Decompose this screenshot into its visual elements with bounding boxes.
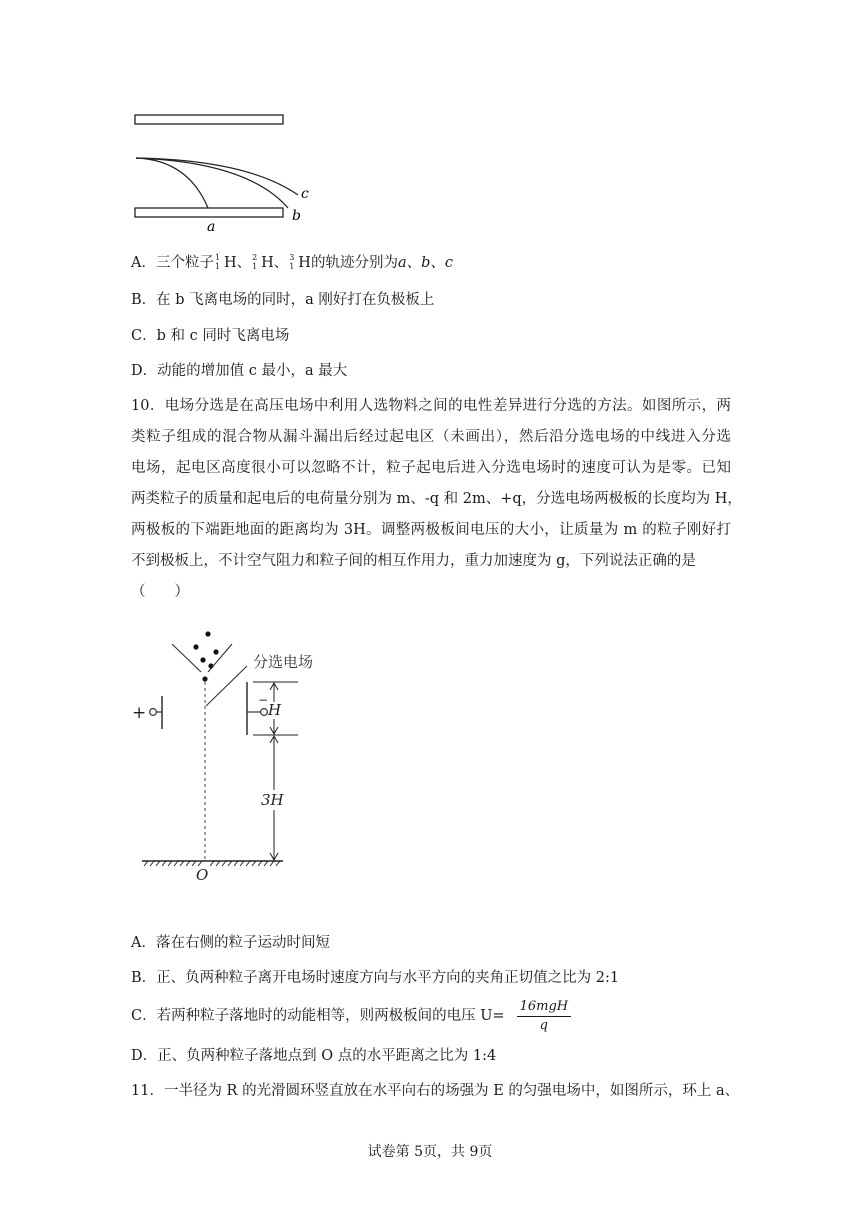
particle-dot — [193, 644, 198, 649]
figure-trajectories — [128, 110, 318, 235]
q11-stem: 11．一半径为 R 的光滑圆环竖直放在水平向右的场强为 E 的匀强电场中，如图所示，环上 a、 — [131, 1083, 740, 1099]
q10-option-d: D．正、负两种粒子落地点到 O 点的水平距离之比为 1:4 — [131, 1048, 497, 1064]
q10-line: 两类粒子的质量和起电后的电荷量分别为 m、-q 和 2m、+q，分选电场两极板的长度均为 H， — [131, 491, 742, 507]
trajectory-c — [136, 158, 298, 195]
figure-separation-field — [128, 622, 348, 887]
voltage-fraction: $\frac{\text{16mgH}}{q}$ — [517, 999, 572, 1034]
upper-plate — [135, 115, 283, 124]
label-a: a — [207, 219, 216, 235]
label-c: c — [301, 186, 309, 202]
lower-plate — [135, 208, 283, 217]
three-h-label: 3H — [261, 791, 284, 809]
ground-hatching — [144, 861, 280, 866]
particle-dot — [205, 631, 210, 636]
q10-option-c: C．若两种粒子落地时的动能相等，则两极板间的电压 U= $\frac{\text{16mgH}}{q}$ — [131, 996, 731, 1036]
separator-plate — [206, 666, 247, 706]
q10-option-b: B．正、负两种粒子离开电场时速度方向与水平方向的夹角正切值之比为 2:1 — [131, 970, 620, 986]
q10-line: 电场，起电区高度很小可以忽略不计，粒子起电后进入分选电场时的速度可认为是零。已知 — [131, 460, 731, 476]
q9-option-a: A．三个粒子 1 1 H、 2 1 H、 3 1 H的轨迹分别为a、b、c — [131, 253, 454, 271]
h-label: H — [268, 701, 282, 719]
q10-line: 两极板的下端距地面的距离均为 3H。调整两极板间电压的大小，让质量为 m 的粒子刚好打 — [131, 522, 731, 538]
q10-line: 类粒子组成的混合物从漏斗漏出后经过起电区（未画出），然后沿分选电场的中线进入分选 — [131, 429, 731, 445]
q9-option-b: B．在 b 飞离电场的同时，a 刚好打在负极板上 — [131, 292, 435, 308]
particle-dot — [200, 657, 205, 662]
q9-option-d: D．动能的增加值 c 最小，a 最大 — [131, 363, 348, 379]
q10-blank: （ ） — [131, 584, 189, 600]
q9-option-c: C．b 和 c 同时飞离电场 — [131, 328, 290, 344]
trajectory-b — [136, 158, 288, 208]
field-label: 分选电场 — [253, 653, 314, 671]
q10-stem — [131, 391, 742, 608]
q10-line: 不到极板上，不计空气阻力和粒子间的相互作用力，重力加速度为 g，下列说法正确的是 — [131, 553, 696, 569]
right-terminal — [261, 709, 268, 716]
funnel-right — [208, 644, 232, 672]
label-b: b — [292, 208, 301, 224]
left-terminal — [150, 709, 157, 716]
trajectory-a — [136, 158, 208, 208]
page-footer: 试卷第 5页，共 9页 — [367, 1144, 493, 1160]
plus-sign: + — [132, 703, 147, 723]
minus-sign: − — [258, 693, 269, 707]
q10-line: 10．电场分选是在高压电场中利用人选物料之间的电性差异进行分选的方法。如图所示，两 — [131, 398, 731, 414]
origin-label: O — [196, 866, 209, 884]
q10-option-a: A．落在右侧的粒子运动时间短 — [131, 935, 330, 951]
particle-dot — [202, 676, 207, 681]
particle-dot — [213, 649, 218, 654]
